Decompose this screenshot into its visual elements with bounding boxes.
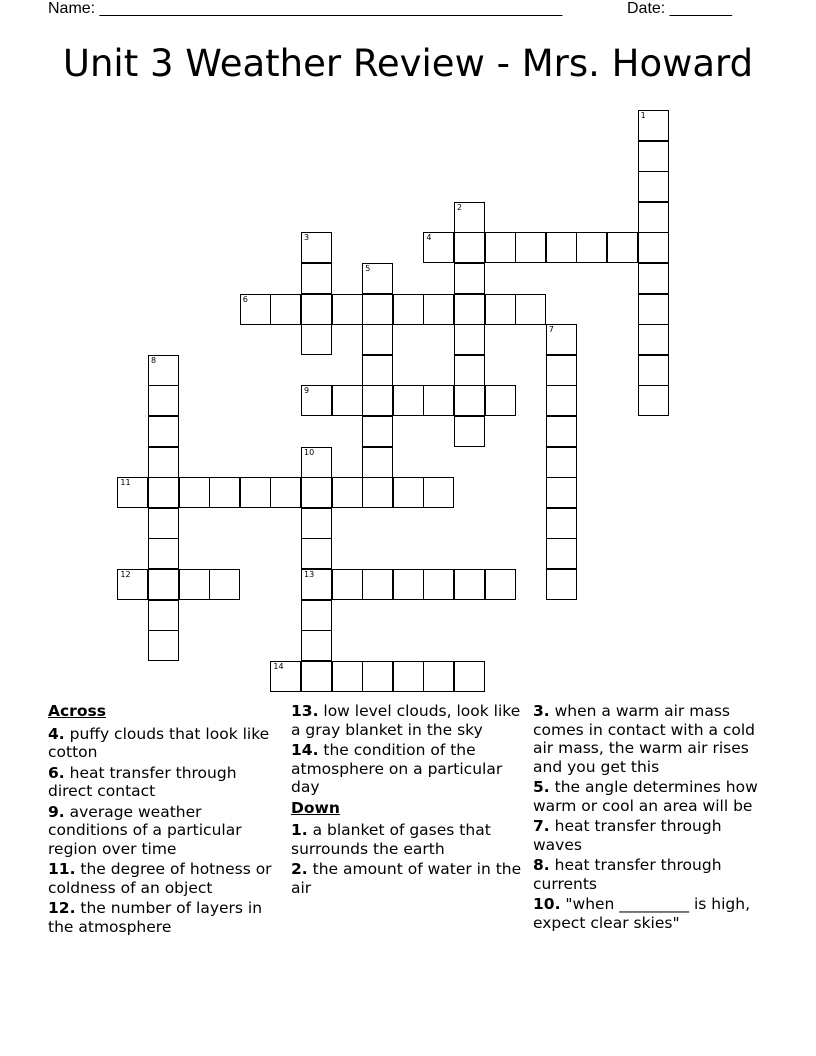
clue-number: 3. (533, 702, 550, 720)
clues-column-3 (533, 702, 768, 934)
grid-cell[interactable] (362, 477, 393, 508)
clue-number-label: 11 (120, 478, 131, 488)
grid-cell[interactable] (393, 385, 424, 416)
grid-cell[interactable] (485, 294, 516, 325)
clue-down-7 (533, 817, 768, 854)
clue-text: when a warm air mass comes in contact with a cold air mass, the warm air rises and you get this (533, 702, 756, 776)
grid-cell[interactable] (454, 324, 485, 355)
grid-cell[interactable] (638, 294, 669, 325)
grid-cell[interactable] (332, 385, 363, 416)
grid-cell[interactable] (454, 569, 485, 600)
across-heading: Across (48, 702, 106, 720)
grid-cell[interactable] (148, 600, 179, 631)
clue-text: heat transfer through direct contact (48, 763, 237, 800)
clue-number: 4. (48, 724, 65, 743)
grid-cell[interactable] (515, 294, 546, 325)
grid-cell[interactable] (423, 569, 454, 600)
clue-text: low level clouds, look like a gray blanket in the sky (291, 702, 521, 739)
date-line[interactable]: Date: _______ (627, 0, 732, 17)
clue-number-label: 1 (640, 111, 646, 120)
clues-column-1 (48, 702, 283, 938)
clue-number: 13. (291, 702, 319, 720)
grid-cell[interactable] (454, 263, 485, 294)
grid-cell[interactable] (301, 508, 332, 539)
clue-number: 8. (533, 856, 550, 874)
grid-cell[interactable] (546, 324, 577, 355)
grid-cell[interactable] (148, 569, 179, 600)
grid-cell[interactable] (148, 538, 179, 569)
clue-text: "when _________ is high, expect clear skies" (533, 895, 751, 932)
grid-cell[interactable] (454, 294, 485, 325)
clue-number: 14. (291, 741, 319, 759)
grid-cell[interactable] (362, 385, 393, 416)
grid-cell[interactable] (209, 569, 240, 600)
grid-cell[interactable] (301, 294, 332, 325)
grid-cell[interactable] (179, 569, 210, 600)
grid-cell[interactable] (301, 630, 332, 661)
grid-cell[interactable] (301, 232, 332, 263)
grid-cell[interactable] (393, 477, 424, 508)
grid-cell[interactable] (301, 569, 332, 600)
grid-cell[interactable] (301, 477, 332, 508)
clues-column-2 (291, 702, 526, 899)
clue-text: the condition of the atmosphere on a particular day (291, 741, 503, 796)
grid-cell[interactable] (423, 661, 454, 692)
grid-cell[interactable] (179, 477, 210, 508)
grid-cell[interactable] (362, 324, 393, 355)
clue-number-label: 8 (151, 355, 157, 365)
grid-cell[interactable] (546, 232, 577, 263)
grid-cell[interactable] (393, 661, 424, 692)
grid-cell[interactable] (423, 385, 454, 416)
grid-cell[interactable] (362, 416, 393, 447)
clue-number-label: 4 (426, 233, 432, 243)
grid-cell[interactable] (270, 661, 301, 692)
clue-text: the degree of hotness or coldness of an object (48, 860, 272, 897)
grid-cell[interactable] (423, 294, 454, 325)
down-heading: Down (291, 798, 340, 817)
grid-cell[interactable] (209, 477, 240, 508)
grid-cell[interactable] (638, 171, 669, 202)
grid-cell[interactable] (546, 416, 577, 447)
clue-down-8 (533, 856, 768, 893)
grid-cell[interactable] (332, 569, 363, 600)
clue-number-label: 2 (457, 202, 463, 212)
clue-number-label: 13 (304, 570, 315, 579)
grid-cell[interactable] (638, 141, 669, 172)
grid-cell[interactable] (148, 355, 179, 386)
grid-cell[interactable] (546, 508, 577, 539)
clue-text: a blanket of gases that surrounds the earth (291, 821, 491, 858)
grid-cell[interactable] (423, 477, 454, 508)
grid-cell[interactable] (485, 385, 516, 416)
grid-cell[interactable] (148, 416, 179, 447)
clue-text: puffy clouds that look like cotton (48, 724, 270, 761)
clue-number-label: 14 (273, 661, 284, 671)
clue-number-label: 3 (304, 233, 310, 243)
grid-cell[interactable] (362, 263, 393, 294)
clue-across-6 (48, 764, 283, 801)
grid-cell[interactable] (362, 661, 393, 692)
grid-cell[interactable] (454, 355, 485, 386)
grid-cell[interactable] (638, 110, 669, 141)
grid-cell[interactable] (454, 416, 485, 447)
grid-cell[interactable] (454, 661, 485, 692)
grid-cell[interactable] (638, 202, 669, 233)
clue-number: 9. (48, 802, 65, 821)
grid-cell[interactable] (332, 294, 363, 325)
page-title: Unit 3 Weather Review - Mrs. Howard (62, 42, 754, 85)
grid-cell[interactable] (332, 477, 363, 508)
grid-cell[interactable] (638, 385, 669, 416)
grid-cell[interactable] (362, 294, 393, 325)
grid-cell[interactable] (515, 232, 546, 263)
grid-cell[interactable] (117, 477, 148, 508)
grid-cell[interactable] (638, 232, 669, 263)
grid-cell[interactable] (454, 232, 485, 263)
grid-cell[interactable] (423, 232, 454, 263)
grid-cell[interactable] (301, 324, 332, 355)
grid-cell[interactable] (240, 294, 271, 325)
grid-cell[interactable] (485, 569, 516, 600)
grid-cell[interactable] (546, 385, 577, 416)
grid-cell[interactable] (362, 569, 393, 600)
clue-number-label: 9 (304, 386, 310, 396)
name-line[interactable]: Name: ____________________________________________________ (48, 0, 563, 17)
grid-cell[interactable] (117, 569, 148, 600)
clue-number: 6. (48, 763, 65, 782)
grid-cell[interactable] (485, 232, 516, 263)
grid-cell[interactable] (638, 355, 669, 386)
clue-text: average weather conditions of a particular region over time (48, 802, 242, 858)
clue-number: 7. (533, 817, 550, 835)
grid-cell[interactable] (362, 355, 393, 386)
grid-cell[interactable] (301, 600, 332, 631)
clue-across-13 (291, 702, 526, 739)
clue-down-1 (291, 821, 526, 858)
clue-number-label: 5 (365, 264, 371, 273)
clue-across-14 (291, 741, 526, 797)
grid-cell[interactable] (270, 294, 301, 325)
clue-across-4 (48, 725, 283, 762)
grid-cell[interactable] (546, 569, 577, 600)
grid-cell[interactable] (454, 385, 485, 416)
clue-across-11 (48, 860, 283, 897)
grid-cell[interactable] (148, 447, 179, 478)
grid-cell[interactable] (148, 630, 179, 661)
clue-text: the number of layers in the atmosphere (48, 899, 263, 936)
grid-cell[interactable] (576, 232, 607, 263)
clue-down-5 (533, 778, 768, 815)
clue-number-label: 7 (548, 325, 554, 335)
grid-cell[interactable] (301, 263, 332, 294)
clue-text: heat transfer through waves (533, 817, 722, 854)
clue-number-label: 6 (242, 294, 248, 304)
clue-down-3 (533, 702, 768, 776)
grid-cell[interactable] (638, 324, 669, 355)
grid-cell[interactable] (393, 569, 424, 600)
clue-down-10 (533, 895, 768, 932)
grid-cell[interactable] (301, 661, 332, 692)
grid-cell[interactable] (270, 477, 301, 508)
clue-number-label: 10 (304, 447, 315, 457)
clue-number: 12. (48, 899, 76, 917)
grid-cell[interactable] (301, 447, 332, 478)
clue-down-2 (291, 860, 526, 897)
clue-text: the angle determines how warm or cool an area will be (533, 778, 758, 815)
grid-cell[interactable] (240, 477, 271, 508)
clue-text: the amount of water in the air (291, 860, 522, 897)
grid-cell[interactable] (148, 477, 179, 508)
clue-number: 2. (291, 860, 308, 878)
grid-cell[interactable] (148, 508, 179, 539)
grid-cell[interactable] (301, 538, 332, 569)
grid-cell[interactable] (148, 385, 179, 416)
clue-number-label: 12 (120, 570, 131, 579)
clue-number: 1. (291, 821, 308, 839)
grid-cell[interactable] (607, 232, 638, 263)
clue-across-9 (48, 803, 283, 859)
clue-number: 5. (533, 778, 550, 796)
grid-cell[interactable] (362, 447, 393, 478)
grid-cell[interactable] (332, 661, 363, 692)
clue-number: 11. (48, 860, 76, 878)
grid-cell[interactable] (301, 385, 332, 416)
grid-cell[interactable] (546, 538, 577, 569)
grid-cell[interactable] (454, 202, 485, 233)
grid-cell[interactable] (638, 263, 669, 294)
clue-across-12 (48, 899, 283, 936)
grid-cell[interactable] (546, 477, 577, 508)
grid-cell[interactable] (393, 294, 424, 325)
grid-cell[interactable] (546, 447, 577, 478)
grid-cell[interactable] (546, 355, 577, 386)
clue-text: heat transfer through currents (533, 856, 722, 893)
clue-number: 10. (533, 895, 561, 913)
